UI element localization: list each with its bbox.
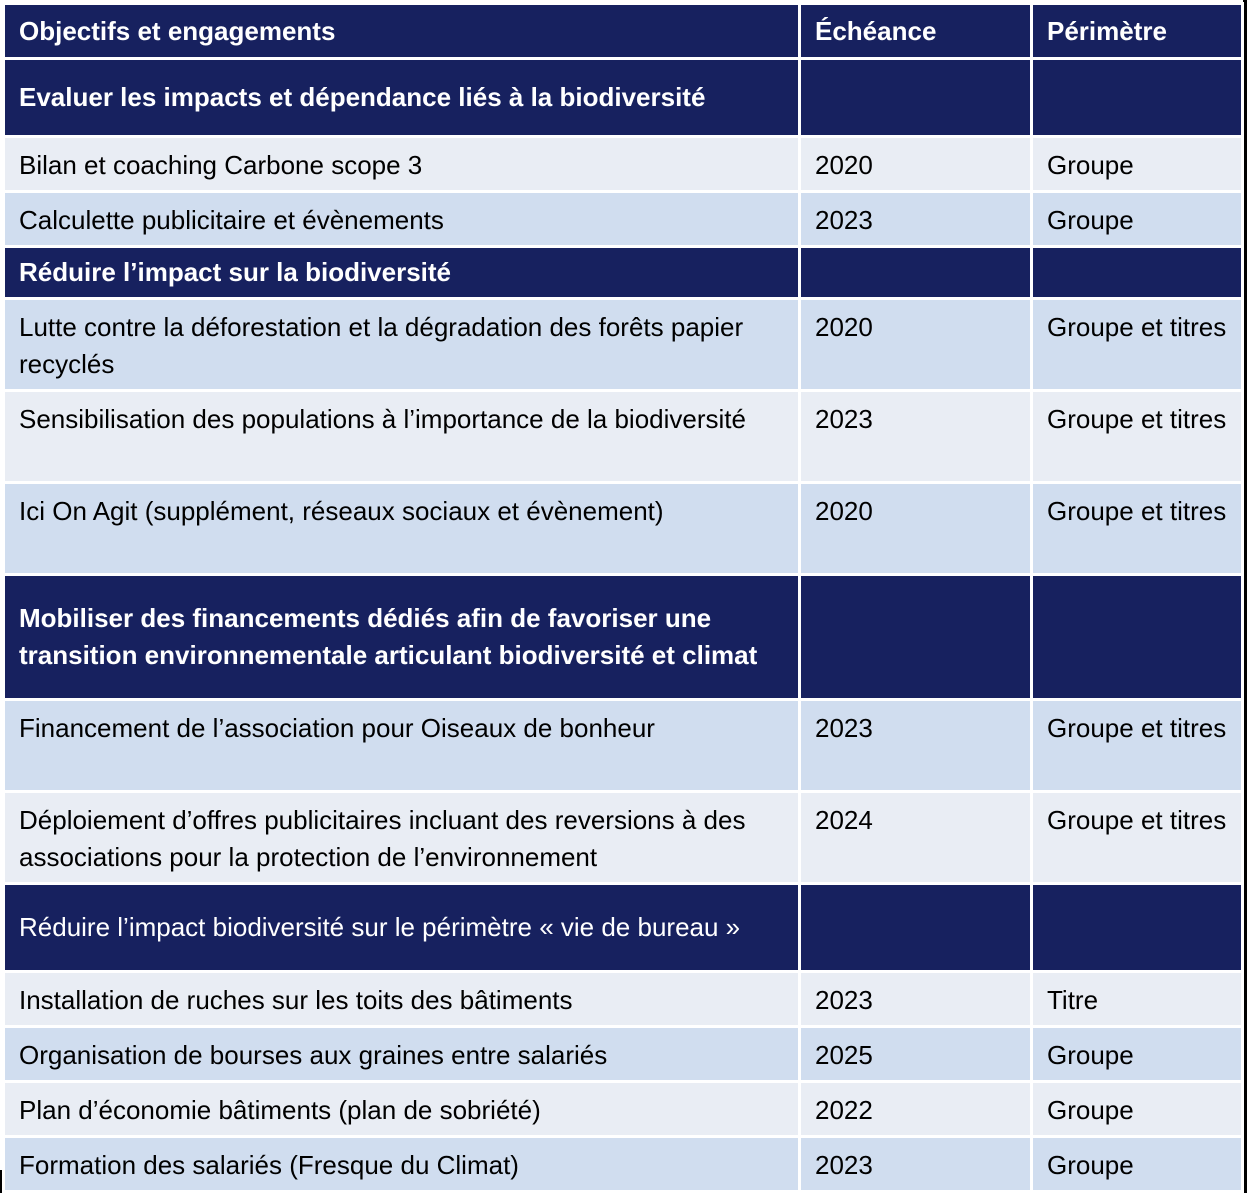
table-row: [4, 1137, 1243, 1192]
header-objectives: Objectifs et engagements: [4, 4, 800, 59]
objective-cell: Installation de ruches sur les toits des bâtiments: [4, 972, 800, 1027]
section-title: Réduire l’impact sur la biodiversité: [4, 247, 800, 299]
table-row: [4, 1027, 1243, 1082]
section-empty-cell: [800, 247, 1032, 299]
objective-cell: Formation des salariés (Fresque du Climat): [4, 1137, 800, 1192]
section-row: [4, 247, 1243, 299]
section-empty-cell: [1032, 247, 1243, 299]
section-title: Evaluer les impacts et dépendance liés à la biodiversité: [4, 59, 800, 137]
deadline-cell: 2023: [800, 972, 1032, 1027]
scope-cell: Groupe: [1032, 192, 1243, 247]
scope-cell: Groupe: [1032, 1137, 1243, 1192]
objective-cell: Organisation de bourses aux graines entre salariés: [4, 1027, 800, 1082]
deadline-cell: 2020: [800, 299, 1032, 391]
scope-cell: Groupe et titres: [1032, 792, 1243, 884]
objective-cell: Sensibilisation des populations à l’importance de la biodiversité: [4, 391, 800, 483]
scope-cell: Groupe: [1032, 1082, 1243, 1137]
section-empty-cell: [1032, 884, 1243, 972]
scope-cell: Groupe et titres: [1032, 483, 1243, 575]
scope-cell: Titre: [1032, 972, 1243, 1027]
table-row: [4, 1082, 1243, 1137]
table-row: [4, 299, 1243, 391]
table-row: [4, 192, 1243, 247]
section-row: [4, 59, 1243, 137]
objective-cell: Ici On Agit (supplément, réseaux sociaux et évènement): [4, 483, 800, 575]
section-row: [4, 884, 1243, 972]
deadline-cell: 2024: [800, 792, 1032, 884]
objective-cell: Déploiement d’offres publicitaires incluant des reversions à des associations pour la protection de l’environnement: [4, 792, 800, 884]
scope-cell: Groupe et titres: [1032, 700, 1243, 792]
table-row: [4, 391, 1243, 483]
deadline-cell: 2022: [800, 1082, 1032, 1137]
deadline-cell: 2020: [800, 483, 1032, 575]
objective-cell: Plan d’économie bâtiments (plan de sobriété): [4, 1082, 800, 1137]
table-header-row: [4, 4, 1243, 59]
objective-cell: Lutte contre la déforestation et la dégradation des forêts papier recyclés: [4, 299, 800, 391]
objective-cell: Bilan et coaching Carbone scope 3: [4, 137, 800, 192]
table-row: [4, 972, 1243, 1027]
table-row: [4, 700, 1243, 792]
section-empty-cell: [800, 884, 1032, 972]
objective-cell: Calculette publicitaire et évènements: [4, 192, 800, 247]
section-empty-cell: [1032, 59, 1243, 137]
objectives-table: [2, 2, 1244, 1193]
scope-cell: Groupe et titres: [1032, 299, 1243, 391]
table-row: [4, 137, 1243, 192]
deadline-cell: 2023: [800, 1137, 1032, 1192]
deadline-cell: 2023: [800, 192, 1032, 247]
section-empty-cell: [1032, 575, 1243, 700]
deadline-cell: 2023: [800, 391, 1032, 483]
scope-cell: Groupe: [1032, 137, 1243, 192]
scope-cell: Groupe et titres: [1032, 391, 1243, 483]
section-title: Réduire l’impact biodiversité sur le périmètre « vie de bureau »: [4, 884, 800, 972]
section-empty-cell: [800, 59, 1032, 137]
deadline-cell: 2025: [800, 1027, 1032, 1082]
header-deadline: Échéance: [800, 4, 1032, 59]
section-title: Mobiliser des financements dédiés afin de favoriser une transition environnementale articulant biodiversité et climat: [4, 575, 800, 700]
section-empty-cell: [800, 575, 1032, 700]
table-row: [4, 483, 1243, 575]
deadline-cell: 2020: [800, 137, 1032, 192]
table-row: [4, 792, 1243, 884]
objective-cell: Financement de l’association pour Oiseaux de bonheur: [4, 700, 800, 792]
header-scope: Périmètre: [1032, 4, 1243, 59]
deadline-cell: 2023: [800, 700, 1032, 792]
section-row: [4, 575, 1243, 700]
scope-cell: Groupe: [1032, 1027, 1243, 1082]
